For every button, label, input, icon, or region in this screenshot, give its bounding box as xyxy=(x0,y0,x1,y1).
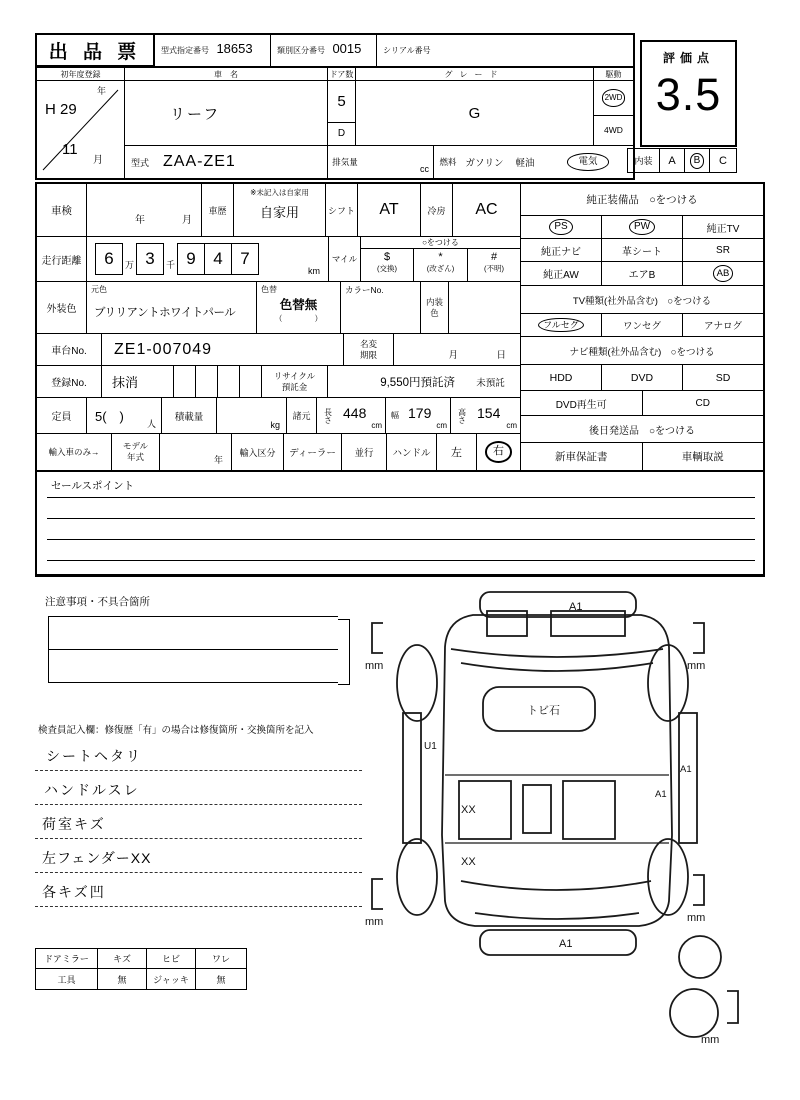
first-reg-era: H 29 xyxy=(45,101,77,118)
car-damage-diagram xyxy=(363,585,775,1055)
right-panel-mark-outer: A1 xyxy=(680,764,692,775)
rear-bumper-mark: A1 xyxy=(559,938,573,950)
color-change-value: 色替無 xyxy=(279,298,318,312)
interior-grade-b xyxy=(685,149,710,172)
tv-fullseg-cell xyxy=(521,314,602,336)
chassis-value: ZE1-007049 xyxy=(114,340,213,358)
caution-right-bracket xyxy=(338,619,350,685)
fuel-label: 燃料 xyxy=(439,157,457,167)
caution-line-3 xyxy=(48,682,338,683)
windshield-line xyxy=(461,663,653,671)
score-label: 評価点 xyxy=(662,51,714,65)
int-color-label-2: 色 xyxy=(430,307,439,318)
center-console xyxy=(523,785,551,833)
first-reg-cell xyxy=(37,81,125,178)
interior-grade-b-circled: B xyxy=(690,153,705,169)
navi-type-row xyxy=(521,365,763,391)
equip-tv: 純正TV xyxy=(706,223,740,235)
int-color-label-1: 内装 xyxy=(425,296,443,307)
capacity-cell xyxy=(87,398,162,433)
front-bumper-mark: A1 xyxy=(569,601,583,613)
defect-line-4 xyxy=(35,872,362,873)
doc-manual: 車輌取説 xyxy=(681,451,724,463)
row-chassis xyxy=(37,334,520,366)
equipment-row-1 xyxy=(521,216,763,239)
mirror-row xyxy=(36,949,246,969)
handle-right-cell xyxy=(477,434,520,470)
tv-fullseg-circled: フルセグ xyxy=(538,318,584,333)
load-label: 積載量 xyxy=(162,398,217,433)
inspector-note: 検査員記入欄：修復歴「有」の場合は修復箇所・交換箇所を記入 xyxy=(38,725,314,736)
reg-status: 抹消 xyxy=(112,375,139,390)
doc-warranty: 新車保証書 xyxy=(521,443,643,470)
car-name-cell xyxy=(125,81,328,145)
equip-airbag: エアB xyxy=(602,262,683,285)
row-shaken xyxy=(37,184,520,237)
interior-label: 内装 xyxy=(628,149,660,172)
recycle-label-1: リサイクル xyxy=(273,370,316,381)
mile-opt-tamper-sub: (改ざん) xyxy=(426,264,455,273)
tv-type-row xyxy=(521,314,763,337)
equipment-row-2 xyxy=(521,239,763,262)
equip-aw: 純正AW xyxy=(521,262,602,285)
mm-label-front-left: mm xyxy=(365,660,384,672)
color-change-paren: （ ） xyxy=(274,314,323,323)
navi-hdd: HDD xyxy=(521,365,602,390)
width-value: 179 xyxy=(408,405,432,421)
class-code-label: 類別区分番号 xyxy=(277,46,325,55)
height-value: 154 xyxy=(477,405,501,421)
reg-box-3 xyxy=(218,366,240,397)
reg-box-1 xyxy=(174,366,196,397)
model-code-label: 型式指定番号 xyxy=(161,46,209,55)
left-rear-mark: XX xyxy=(461,856,476,868)
model-year-cell xyxy=(160,434,232,470)
shift-label: シフト xyxy=(326,184,358,236)
sales-line-2 xyxy=(47,518,755,519)
reg-status-cell xyxy=(102,366,174,397)
doors-header: ドア数 xyxy=(328,68,356,80)
rear-shelf-line xyxy=(475,913,639,919)
front-left-wheel xyxy=(397,645,437,721)
mirror-tool-table xyxy=(35,948,247,990)
history-cell xyxy=(234,184,326,236)
tool-row xyxy=(36,969,246,989)
defect-item-3: 荷室キズ xyxy=(42,816,106,832)
first-reg-year-unit: 年 xyxy=(97,86,107,96)
doors-d: D xyxy=(337,128,346,139)
mile-options xyxy=(361,237,520,281)
equip-ab-cell xyxy=(683,262,763,285)
mirror-scratch: キズ xyxy=(98,949,147,968)
media-dvd-play: DVD再生可 xyxy=(521,391,643,415)
tv-analog: アナログ xyxy=(703,321,742,332)
model-cell xyxy=(125,145,328,178)
caution-line-2 xyxy=(48,649,338,650)
equip-ps-cell xyxy=(521,216,602,238)
fuel-row xyxy=(328,145,633,178)
sales-line-4 xyxy=(47,560,755,561)
reg-label: 登録No. xyxy=(37,366,102,397)
displacement-label: 排気量 xyxy=(332,157,358,167)
recycle-label-2: 預託金 xyxy=(281,381,308,392)
defect-item-1: シートヘタリ xyxy=(46,748,142,764)
orig-color-value: ブリリアントホワイトパール xyxy=(94,307,236,319)
int-color-value-cell xyxy=(449,282,520,333)
serial-section xyxy=(377,35,633,67)
sales-points-box xyxy=(35,472,765,577)
color-change-cell xyxy=(257,282,341,333)
left-panel-mark: U1 xyxy=(424,741,437,752)
mile-opt-unknown xyxy=(468,249,520,281)
tool-label: 工具 xyxy=(36,969,98,989)
chassis-label: 車台No. xyxy=(37,334,102,365)
front-right-bracket xyxy=(693,623,704,653)
header-strip xyxy=(155,33,635,67)
first-reg-month-unit: 月 xyxy=(93,155,103,166)
row-registration xyxy=(37,366,520,398)
diagonal-line xyxy=(37,81,124,177)
handle-label: ハンドル xyxy=(387,434,437,470)
front-bumper-shape xyxy=(480,592,636,617)
defect-item-4: 左フェンダーXX xyxy=(42,850,152,866)
equip-leather: 革シート xyxy=(602,239,683,261)
sen-unit: 千 xyxy=(166,259,176,270)
circle-note: ○をつける xyxy=(361,237,520,249)
length-value: 448 xyxy=(343,405,367,421)
shaken-year-unit: 年 xyxy=(135,215,145,226)
model-label: 型式 xyxy=(131,157,150,168)
tv-oneseg: ワンセグ xyxy=(602,314,683,336)
media-cd: CD xyxy=(695,397,710,409)
drive-header: 駆動 xyxy=(605,69,622,79)
defect-line-5 xyxy=(35,906,362,907)
defect-line-3 xyxy=(35,838,362,839)
defect-line-2 xyxy=(35,804,362,805)
history-note: ※未記入は自家用 xyxy=(250,188,309,197)
interior-grade-a: A xyxy=(660,149,685,172)
details-left xyxy=(37,184,521,470)
width-label: 幅 xyxy=(391,411,399,420)
media-row xyxy=(521,391,763,416)
capacity-label: 定員 xyxy=(37,398,87,433)
row-import xyxy=(37,434,520,470)
score-value: 3.5 xyxy=(655,69,722,120)
equip-pw-circled: PW xyxy=(629,219,655,235)
spec-label: 諸元 xyxy=(287,398,317,433)
reg-box-2 xyxy=(196,366,218,397)
mm-label-bottom-right: mm xyxy=(701,1034,720,1046)
doors-value: 5 xyxy=(328,81,355,123)
front-right-wheel xyxy=(648,645,688,721)
equip-navi: 純正ナビ xyxy=(521,239,602,261)
mileage-digit-4: 4 xyxy=(204,243,232,275)
mileage-label: 走行距離 xyxy=(37,237,87,281)
fuel-gasoline: ガソリン xyxy=(465,158,504,169)
color-change-label: 色替 xyxy=(261,285,277,294)
handle-right-circled: 右 xyxy=(485,441,512,462)
length-label: 長さ xyxy=(323,407,333,424)
mile-label: マイル xyxy=(329,237,361,281)
caution-line-1 xyxy=(48,616,338,617)
aircon-label: 冷房 xyxy=(421,184,453,236)
fuel-electric-cell xyxy=(543,146,633,178)
mile-opt-unknown-sub: (不明) xyxy=(484,264,504,273)
shaken-date-cell xyxy=(87,184,202,236)
mileage-digit-3: 9 xyxy=(177,243,205,275)
mile-opt-tamper xyxy=(414,249,468,281)
equip-sr: SR xyxy=(716,244,730,256)
capacity-value: 5( ) xyxy=(95,409,124,424)
name-change-date-cell xyxy=(394,334,520,365)
class-code-value: 0015 xyxy=(332,41,362,56)
sales-points-label: セールスポイント xyxy=(51,480,135,492)
drive-2wd-cell xyxy=(594,81,633,116)
km-unit: km xyxy=(308,266,320,276)
model-code-value: 18653 xyxy=(216,41,253,56)
model-year-unit: 年 xyxy=(213,455,223,465)
doors-cell xyxy=(328,81,356,145)
jack-label: ジャッキ xyxy=(147,969,196,989)
mirror-crack: ヒビ xyxy=(147,949,196,968)
mm-label-front-right: mm xyxy=(687,660,706,672)
front-left-bracket xyxy=(372,623,383,653)
import-dealer: ディーラー xyxy=(284,434,342,470)
spare-circle-2 xyxy=(670,989,718,1037)
drive-cell xyxy=(594,81,633,145)
rear-seat-right xyxy=(563,781,615,839)
height-cell xyxy=(473,398,520,433)
left-seat-mark: XX xyxy=(461,804,476,816)
handle-left: 左 xyxy=(437,434,477,470)
orig-color-label: 元色 xyxy=(91,285,107,294)
drive-2wd-circled: 2WD xyxy=(602,89,626,106)
hood-line xyxy=(451,649,663,657)
orig-color-cell xyxy=(87,282,257,333)
class-code-section xyxy=(271,35,377,67)
navi-dvd: DVD xyxy=(602,365,683,390)
defect-line-1 xyxy=(35,770,362,771)
mirror-break: ワレ xyxy=(211,954,230,964)
equip-ps-circled: PS xyxy=(549,219,572,235)
color-no-label: カラーNo. xyxy=(345,285,384,295)
defect-item-5: 各キズ凹 xyxy=(42,884,106,900)
mirror-label: ドアミラー xyxy=(36,949,98,968)
score-box xyxy=(640,40,737,147)
recycle-label xyxy=(262,366,328,397)
mileage-digit-2: 3 xyxy=(136,243,164,275)
stone-chip-mark: トビ石 xyxy=(527,705,560,717)
history-value: 自家用 xyxy=(259,205,299,220)
tv-type-title: TV種類(社外品含む) ○をつける xyxy=(521,286,763,314)
grade-header: グレード xyxy=(356,68,594,80)
recycle-none: 未預託 xyxy=(476,377,505,389)
kg-unit: kg xyxy=(270,420,280,430)
sales-line-3 xyxy=(47,539,755,540)
left-side-panel xyxy=(403,713,421,843)
row-specs xyxy=(37,398,520,434)
jack-none: 無 xyxy=(216,974,226,985)
mile-opt-exchange-sub: (交換) xyxy=(377,264,397,273)
model-year-label-1: モデル xyxy=(122,441,149,452)
mile-opt-exchange-sym: $ xyxy=(383,251,391,263)
sales-line-1 xyxy=(47,497,755,498)
name-change-label xyxy=(344,334,394,365)
grade-value: G xyxy=(356,81,594,145)
width-cell xyxy=(404,398,451,433)
bottom-right-bracket xyxy=(727,991,738,1023)
shift-value: AT xyxy=(358,184,421,236)
mileage-digit-1: 6 xyxy=(95,243,123,275)
equip-ab-circled: AB xyxy=(713,265,734,282)
car-body-outline xyxy=(442,615,672,926)
aircon-value: AC xyxy=(475,201,498,218)
color-no-cell xyxy=(341,282,421,333)
equip-pw-cell xyxy=(602,216,683,238)
vehicle-table xyxy=(35,66,635,180)
rear-bumper-shape xyxy=(480,930,636,955)
spare-circle-1 xyxy=(679,936,721,978)
row-ext-color xyxy=(37,282,520,334)
displacement-unit: cc xyxy=(362,146,434,178)
import-parallel: 並行 xyxy=(342,434,387,470)
drive-4wd: 4WD xyxy=(604,125,623,135)
name-change-label-1: 名変 xyxy=(359,338,377,349)
length-cm: cm xyxy=(371,421,382,430)
width-cm: cm xyxy=(436,421,447,430)
tool-none: 無 xyxy=(98,969,147,989)
interior-grade-row xyxy=(627,148,737,173)
model-year-label-2: 年式 xyxy=(126,452,144,462)
vehicle-table-header xyxy=(37,68,633,81)
fuel-diesel: 軽油 xyxy=(515,158,535,169)
navi-sd: SD xyxy=(715,371,731,384)
man-unit: 万 xyxy=(125,259,135,270)
rear-right-bracket xyxy=(693,875,704,905)
name-change-day-unit: 日 xyxy=(496,350,506,361)
mileage-digit-5: 7 xyxy=(231,243,259,275)
load-cell xyxy=(217,398,287,433)
equipment-title: 純正装備品 ○をつける xyxy=(521,184,763,216)
recycle-deposit: 9,550円預託済 xyxy=(380,376,455,389)
car-name-header: 車 名 xyxy=(125,68,328,80)
shaken-month-unit: 月 xyxy=(182,215,192,226)
mile-opt-unknown-sym: # xyxy=(490,251,498,263)
caution-left-edge xyxy=(48,616,49,683)
ext-color-label: 外装色 xyxy=(37,282,87,333)
import-only-label: 輸入車のみ→ xyxy=(37,434,112,470)
name-change-month-unit: 月 xyxy=(448,350,458,361)
mileage-digits-cell xyxy=(87,237,329,281)
first-reg-month: 11 xyxy=(62,141,78,158)
equipment-panel xyxy=(521,184,763,470)
row-mileage xyxy=(37,237,520,282)
mile-opt-tamper-sym: * xyxy=(438,251,443,263)
mm-label-rear-left: mm xyxy=(365,916,384,928)
model-year-label xyxy=(112,434,160,470)
person-unit: 人 xyxy=(146,419,156,429)
length-cell xyxy=(339,398,386,433)
import-class-label: 輸入区分 xyxy=(232,434,284,470)
equipment-row-3 xyxy=(521,262,763,286)
rear-window-line xyxy=(461,881,651,890)
int-color-label xyxy=(421,282,449,333)
caution-label: 注意事項・不具合箇所 xyxy=(45,596,150,608)
model-code-section xyxy=(155,35,271,67)
interior-grade-c: C xyxy=(719,154,727,167)
rear-left-bracket xyxy=(372,879,383,909)
mm-label-rear-right: mm xyxy=(687,912,706,924)
height-cm: cm xyxy=(506,421,517,430)
reg-box-4 xyxy=(240,366,262,397)
first-reg-header: 初年度登録 xyxy=(37,68,125,80)
fuel-electric-circled: 電気 xyxy=(567,153,608,170)
navi-type-title: ナビ種類(社外品含む) ○をつける xyxy=(521,337,763,365)
chassis-value-cell xyxy=(102,334,344,365)
details-block xyxy=(35,182,765,472)
doc-row xyxy=(521,443,763,470)
serial-label: シリアル番号 xyxy=(383,46,431,55)
mile-opt-exchange xyxy=(361,249,414,281)
model-value: ZAA-ZE1 xyxy=(163,153,236,170)
car-name-value: リーフ xyxy=(170,105,221,123)
later-ship-title: 後日発送品 ○をつける xyxy=(521,416,763,443)
history-label: 車歴 xyxy=(202,184,234,236)
rear-left-wheel xyxy=(397,839,437,915)
shaken-label: 車検 xyxy=(37,184,87,236)
sheet-title: 出 品 票 xyxy=(35,33,155,67)
right-panel-mark-inner: A1 xyxy=(655,789,667,800)
right-side-panel xyxy=(679,713,697,843)
name-change-label-2: 期限 xyxy=(359,349,377,360)
defect-item-2: ハンドルスレ xyxy=(44,782,140,798)
height-label: 高さ xyxy=(457,407,467,424)
